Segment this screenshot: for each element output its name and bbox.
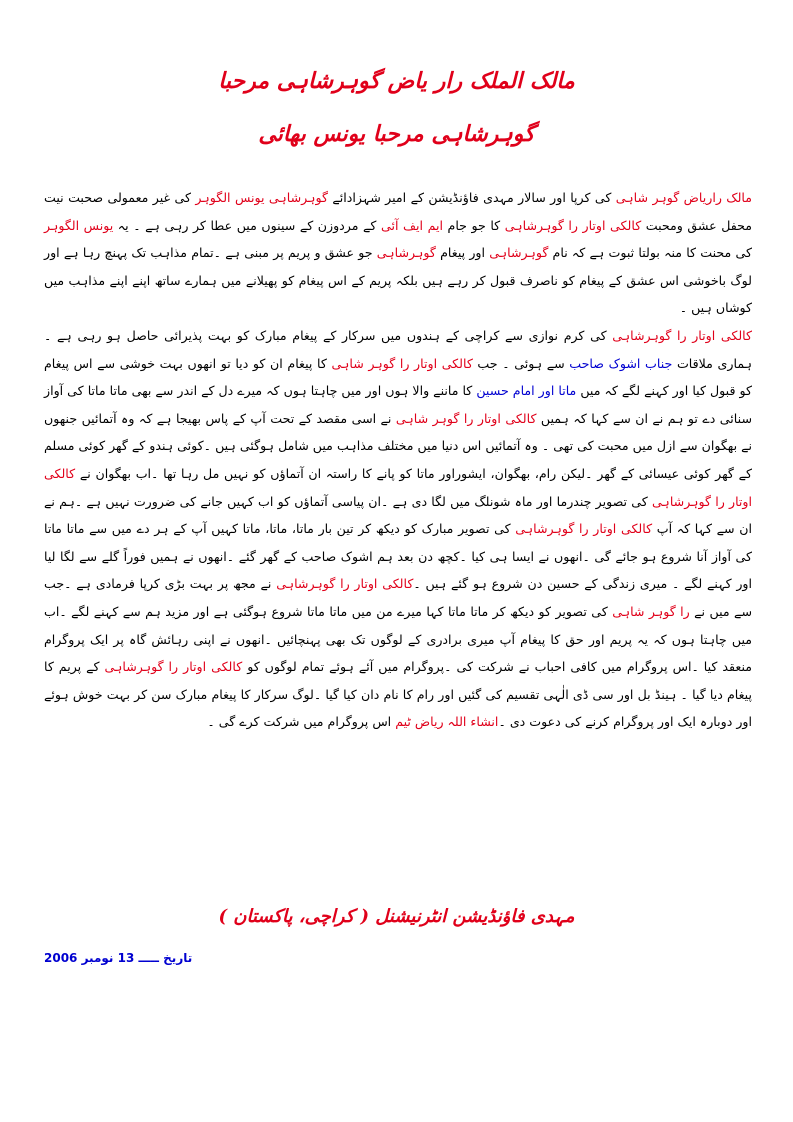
paragraph-2	[44, 322, 752, 736]
highlighted-name: گوہرشاہی یونس الگوہر	[195, 190, 329, 205]
date-line: تاریخ ـــــ 13 نومبر 2006	[44, 951, 193, 965]
highlighted-name: کالکی اوتار را گوہرشاہی	[504, 217, 642, 233]
text-run: کی کرپا اور سالار مہدی فاؤنڈیشن کے امیر شہزادائے	[328, 190, 616, 205]
highlighted-name: را گوہر شاہی	[612, 603, 690, 619]
text-run: کے مردوزن کے سینوں میں عطا کر رہی ہے ۔ یہ	[113, 217, 381, 233]
highlighted-name: ایم ایف آئی	[380, 217, 443, 233]
text-run: سے ہوئی ۔ جب	[472, 355, 570, 371]
highlighted-name: کالکی اوتار را گوہرشاہی	[276, 576, 414, 592]
highlighted-name: کالکی اوتار را گوہر شاہی	[331, 355, 473, 371]
text-run: کا ماننے والا ہوں اور میں چاہتا ہوں کہ میرے دل کے اندر سے بھی ماتا ماتا کی آواز سنائی دے تو ہم نے ان سے کہا کہ ہمیں	[44, 383, 752, 426]
title-line-1: مالک الملک رار یاض گوہرشاہی مرحبا	[218, 68, 575, 94]
highlighted-name: کالکی اوتار را گوہرشاہی	[44, 465, 753, 509]
highlighted-name: کالکی اوتار را گوہر شاہی	[395, 410, 537, 426]
text-run: کی تصویر مبارک کو دیکھ کر تین بار ماتا، ماتا، ماتا کہیں آپ کے ہر دے میں سے ماتا ماتا کی آواز آنا شروع ہو جائے گی ۔انھوں نے ایسا ہی کیا ۔کچھ دن بعد ہم اشوک صاحب کے گھر گئے ۔انھوں نے ہمیں فوراً گلے سے لگا لیا اور کہنے لگے ۔ میری زندگی کے حسین دن شروع ہو گئے ہیں ۔	[44, 521, 753, 592]
text-run: کی غیر معمولی صحبت نیت محفل عشق ومحبت	[44, 190, 752, 233]
organization-signature: مہدی فاؤنڈیشن انٹرنیشنل ( کراچی، پاکستان )	[218, 906, 575, 927]
highlighted-name: یونس الگوہر	[44, 217, 114, 233]
highlighted-name: کالکی اوتار را گوہرشاہی	[515, 521, 653, 537]
highlighted-name: گوہرشاہی	[489, 245, 549, 261]
text-run: کا جو جام	[442, 217, 505, 233]
highlighted-name: جناب اشوک صاحب	[569, 355, 673, 371]
text-run: کی تصویر کو دیکھ کر ماتا ماتا کہا میرے من میں ماتا ماتا شروع ہوگئی ہے اور مزید ہم سے کہنے لگے ۔اب میں چاہتا ہوں کہ یہ پریم اور حق کا پیغام آپ میری برادری کے لوگوں تک بھی پہنچائیں ۔انھوں نے اپنی رہائش گاہ پر ایک پروگرام منعقد کیا ۔اس پروگرام میں کافی احباب نے شرکت کی ۔پروگرام میں آئے ہوئے تمام لوگوں کو	[44, 603, 753, 675]
text-run: نے مجھ پر بہت بڑی کرپا فرمادی ہے ۔جب سے میں نے	[44, 576, 752, 619]
text-run: اور پیغام	[435, 245, 490, 261]
text-run: جو عشق و پریم پر مبنی ہے ۔تمام مذاہب تک پہنچ رہا ہے اور لوگ باخوشی اس عشق کے پیغام کو ناصرف قبول کر رہے ہیں بلکہ پریم کے اس پیغام کو پھیلانے میں ہمارے ساتھ اپنے اپنے مذاہب میں کوشاں ہیں ۔	[44, 245, 752, 316]
text-run: نے اسی مقصد کے تحت آپ کے پاس بھیجا ہے کہ وہ آتمائیں جنھوں نے بھگوان سے ازل میں محبت کی تھی ۔ وہ آتمائیں اس دنیا میں مختلف مذاہب میں شامل ہوگئی ہیں ۔کوئی ہندو کے گھر کوئی مسلم کے گھر کوئی عیسائی کے گھر ۔لیکن رام، بھگوان، ایشوراور ماتا کو پانے کا راستہ ان آتماؤں کو نہیں مل رہا تھا ۔اب بھگوان نے	[44, 410, 752, 481]
article-body	[44, 184, 752, 736]
highlighted-name: ماتا اور امام حسین	[476, 383, 577, 399]
paragraph-1	[44, 184, 752, 322]
highlighted-name: کالکی اوتار را گوہرشاہی	[612, 327, 752, 343]
text-run: کی تصویر چندرما اور ماہ شونلگ میں لگا دی ہے ۔ان پیاسی آتماؤں کو اب کہیں جانے کی ضرورت نہیں ہے ۔ہم نے ان سے کہا کہ آپ	[44, 493, 753, 537]
highlighted-name: گوہرشاہی	[376, 245, 436, 261]
highlighted-name: مالک راریاض گوہر شاہی	[615, 190, 753, 205]
text-run: کی محنت کا منہ بولتا ثبوت ہے کہ نام	[548, 245, 753, 261]
text-run: کے پریم کا پیغام دیا گیا ۔ ہینڈ بل اور سی ڈی الٰہی تقسیم کی گئیں اور رام کا نام دان کیا گیا ۔لوگ سرکار کا پیغام مبارک سن کر بہت خوش ہوئے اور دوبارہ ایک اور پروگرام کرنے کی دعوت دی ۔	[44, 659, 752, 730]
text-run: اس پروگرام میں شرکت کرے گی ۔	[207, 714, 396, 730]
highlighted-name: انشاء اللہ ریاض ٹیم	[395, 714, 499, 730]
text-run: کی کرم نوازی سے کراچی کے ہندوں میں سرکار کے پیغام مبارک کو بہت پذیرائی حاصل ہو رہی ہے ۔ ہماری ملاقات	[44, 327, 752, 371]
title-line-2: گوہرشاہی مرحبا یونس بھائی	[258, 121, 535, 147]
highlighted-name: کالکی اوتار را گوہرشاہی	[104, 659, 243, 675]
text-run: کا پیغام ان کو دیا تو انھوں بہت خوشی سے اس پیغام کو قبول کیا اور کہنے لگے کہ میں	[44, 355, 752, 399]
